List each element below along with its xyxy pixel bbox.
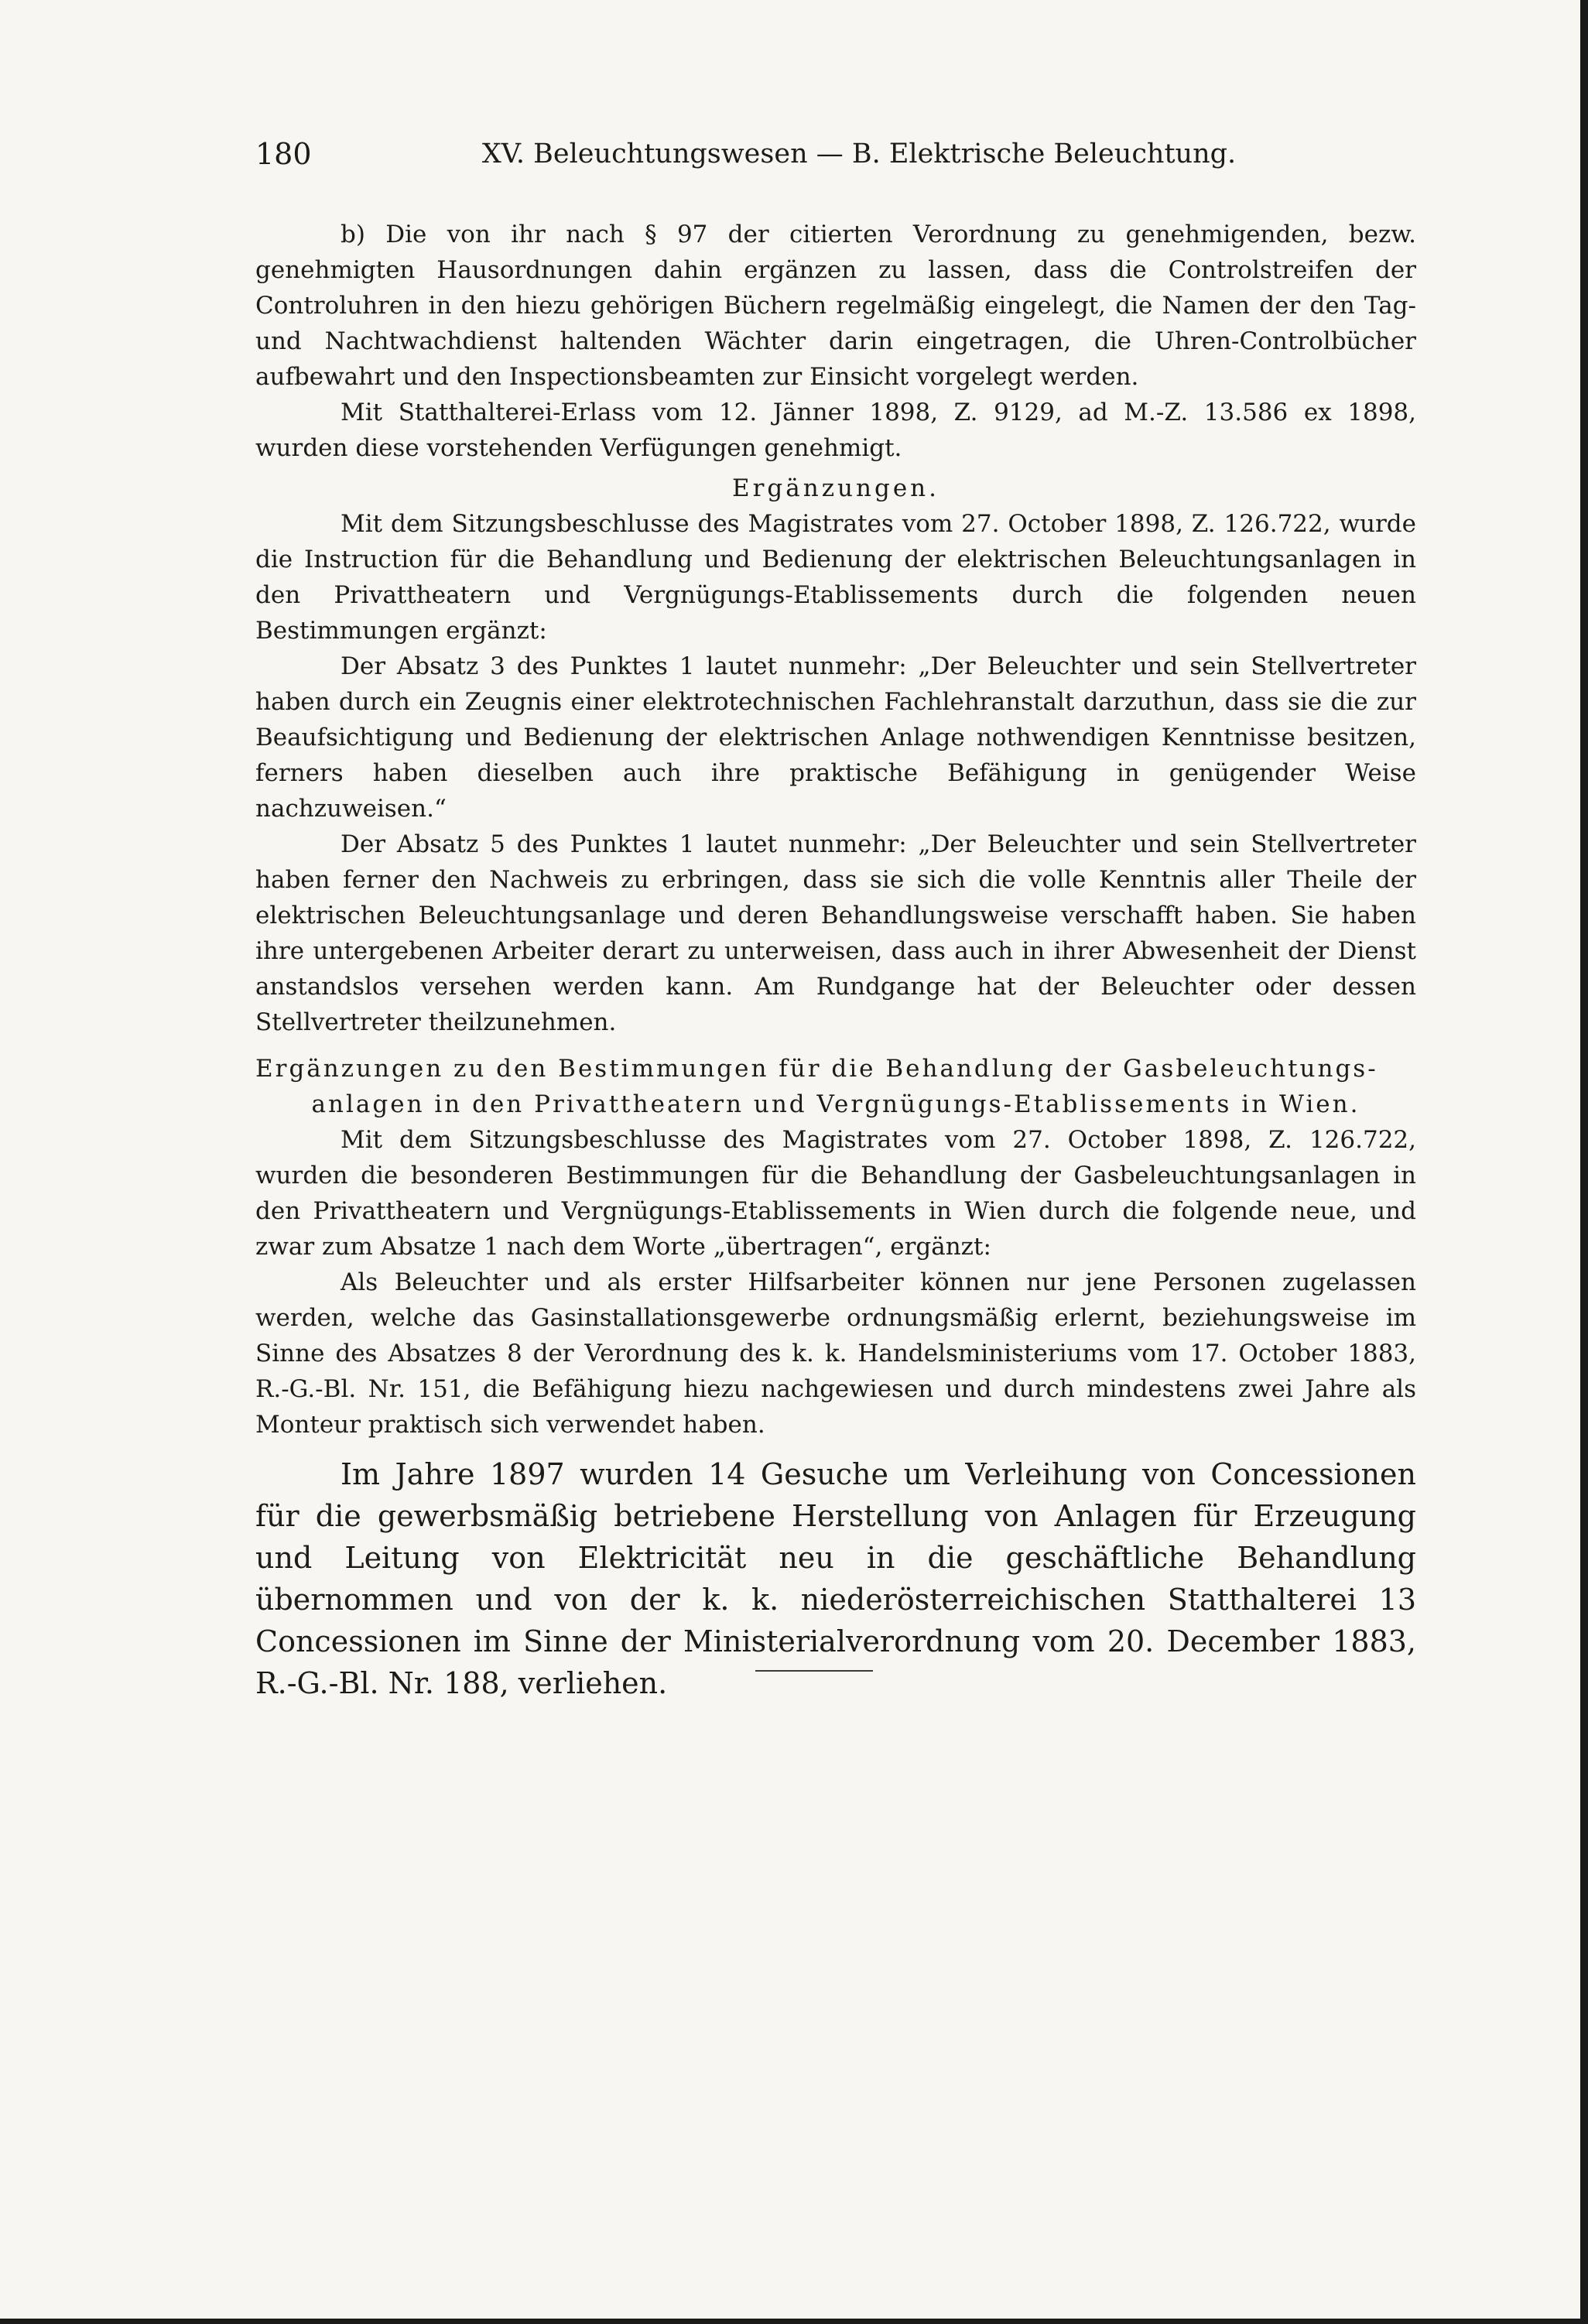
page-number: 180 — [255, 137, 312, 171]
heading-gasbeleuchtung-line-1: Ergänzungen zu den Bestimmungen für die Behandlung der Gasbeleuchtungs- — [255, 1055, 1378, 1083]
paragraph-b: b) Die von ihr nach § 97 der citierten Verordnung zu genehmigenden, bezw. genehmigten Hausordnungen dahin ergänzen zu lassen, dass die Controlstreifen der Controluhren in den hiezu gehörigen Büchern regelmäßig eingelegt, die Namen der den Tag- und Nachtwachdienst haltenden Wächter darin eingetragen, die Uhren-Controlbücher aufbewahrt und den Inspectionsbeamten zur Einsicht vorgelegt werden. — [255, 221, 1416, 391]
heading-gasbeleuchtung — [255, 1051, 1416, 1122]
heading-gasbeleuchtung-line-2: anlagen in den Privattheatern und Vergnügungs-Etablissements in Wien. — [311, 1090, 1360, 1118]
scan-edge-bottom — [0, 2319, 1588, 2324]
paragraph-beleuchter: Als Beleuchter und als erster Hilfsarbeiter können nur jene Personen zugelassen werden, welche das Gasinstallationsgewerbe ordnungsmäßig erlernt, beziehungsweise im Sinne des Absatzes 8 der Verordnung des k. k. Handelsministeriums vom 17. October 1883, R.-G.-Bl. Nr. 151, die Befähigung hiezu nachgewiesen und durch mindestens zwei Jahre als Monteur praktisch sich verwendet haben. — [255, 1268, 1416, 1439]
scan-edge-right — [1580, 0, 1588, 2324]
paragraph-absatz-5: Der Absatz 5 des Punktes 1 lautet nunmehr: „Der Beleuchter und sein Stellvertreter haben ferner den Nachweis zu erbringen, dass sie sich die volle Kenntnis aller Theile der elektrischen Beleuchtungsanlage und deren Behandlungsweise verschafft haben. Sie haben ihre untergebenen Arbeiter derart zu unterweisen, dass auch in ihrer Abwesenheit der Dienst anstandslos versehen werden kann. Am Rundgange hat der Beleuchter oder dessen Stellvertreter theilzunehmen. — [255, 830, 1416, 1036]
closing-rule — [755, 1670, 873, 1672]
body-text-block — [255, 217, 1416, 1704]
paragraph-concessionen: Im Jahre 1897 wurden 14 Gesuche um Verleihung von Concessionen für die gewerbsmäßig betriebene Herstellung von Anlagen für Erzeugung und Leitung von Elektricität neu in die geschäftliche Behandlung übernommen und von der k. k. niederösterreichischen Statthalterei 13 Concessionen im Sinne der Ministerialverordnung vom 20. December 1883, R.-G.-Bl. Nr. 188, verliehen. — [255, 1457, 1416, 1700]
running-title: XV. Beleuchtungswesen — B. Elektrische Beleuchtung. — [481, 139, 1237, 169]
paragraph-absatz-3: Der Absatz 3 des Punktes 1 lautet nunmehr: „Der Beleuchter und sein Stellvertreter haben durch ein Zeugnis einer elektrotechnischen Fachlehranstalt darzuthun, dass sie die zur Beaufsichtigung und Bedienung der elektrischen Anlage nothwendigen Kenntnisse besitzen, ferners haben dieselben auch ihre praktische Befähigung in genügender Weise nachzuweisen.“ — [255, 652, 1416, 823]
paragraph-sitzungsbeschluss-2: Mit dem Sitzungsbeschlusse des Magistrates vom 27. October 1898, Z. 126.722, wurden die besonderen Bestimmungen für die Behandlung der Gasbeleuchtungsanlagen in den Privattheatern und Vergnügungs-Etablissements in Wien durch die folgende neue, und zwar zum Absatze 1 nach dem Worte „übertragen“, ergänzt: — [255, 1126, 1416, 1261]
heading-ergaenzungen: Ergänzungen. — [731, 474, 939, 502]
paragraph-statthalterei: Mit Statthalterei-Erlass vom 12. Jänner 1898, Z. 9129, ad M.-Z. 13.586 ex 1898, wurden diese vorstehenden Verfügungen genehmigt. — [255, 399, 1416, 462]
paragraph-sitzungsbeschluss-1: Mit dem Sitzungsbeschlusse des Magistrates vom 27. October 1898, Z. 126.722, wurde die Instruction für die Behandlung und Bedienung der elektrischen Beleuchtungsanlagen in den Privattheatern und Vergnügungs-Etablissements durch die folgenden neuen Bestimmungen ergänzt: — [255, 510, 1416, 645]
